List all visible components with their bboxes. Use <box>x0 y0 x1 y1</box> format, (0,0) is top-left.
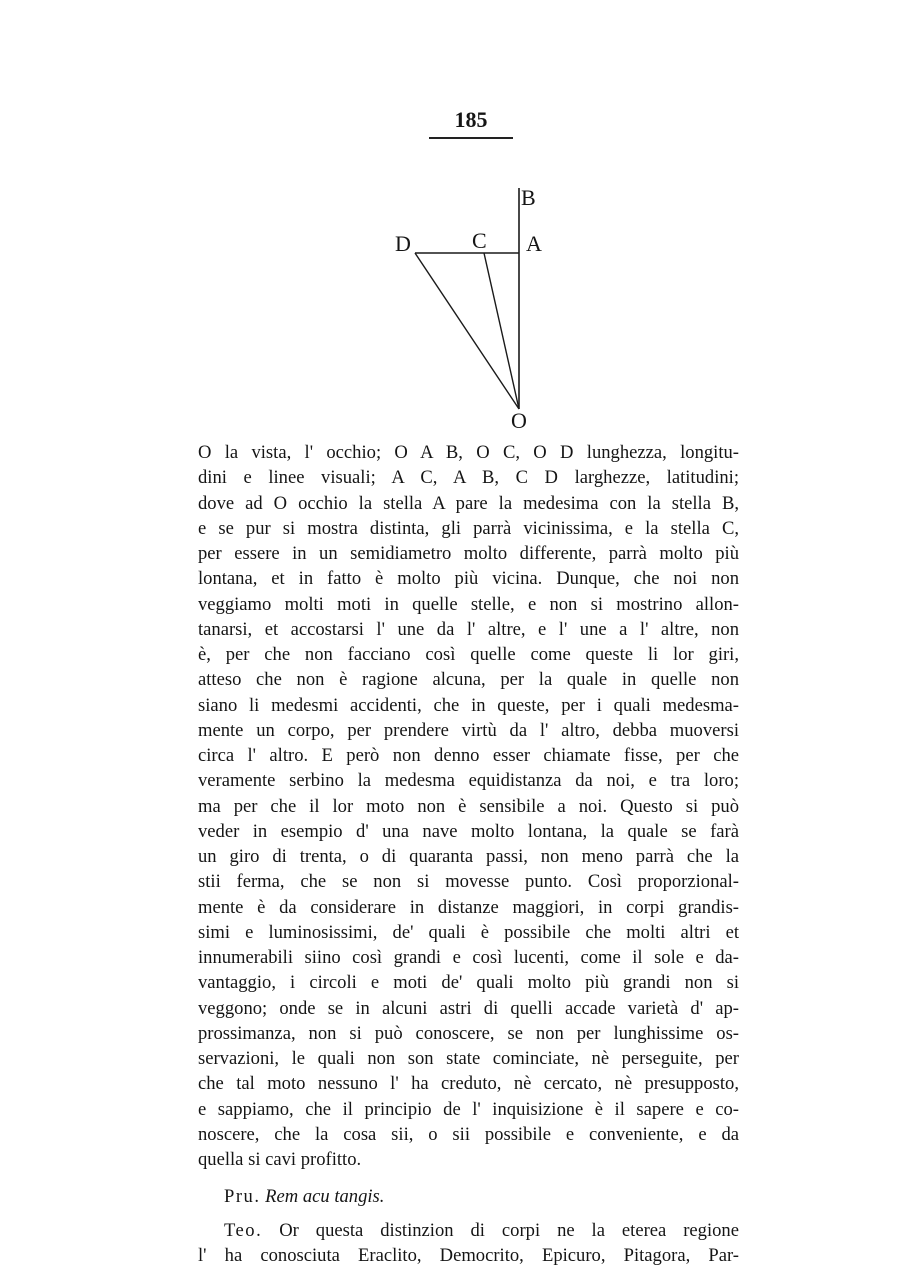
figure-diagram <box>380 180 560 430</box>
text-line: veder in esempio d' una nave molto lontana, la quale se farà <box>198 820 739 842</box>
paragraph-gap <box>198 1172 739 1184</box>
text-line: siano li medesmi accidenti, che in queste, per i quali medesma- <box>198 694 739 716</box>
paragraph-gap <box>198 1210 739 1218</box>
text-line: vantaggio, i circoli e moti de' quali molto più grandi non si <box>198 972 739 994</box>
main-paragraph <box>198 440 739 1172</box>
speaker-teo: Teo. <box>224 1219 263 1241</box>
text-line: prossimanza, non si può conoscere, se non per lunghissime os- <box>198 1022 739 1044</box>
geometric-figure <box>380 180 560 430</box>
text-line: ma per che il lor moto non è sensibile a noi. Questo si può <box>198 795 739 817</box>
text-line: noscere, che la cosa sii, o sii possibile e conveniente, e da <box>198 1123 739 1145</box>
teo-line-1: Or questa distinzion di corpi ne la eterea regione <box>279 1219 739 1241</box>
text-line: l' ha conosciuta Eraclito, Democrito, Epicuro, Pitagora, Par- <box>198 1244 739 1266</box>
text-line: mente un corpo, per prendere virtù da l' altro, debba muoversi <box>198 719 739 741</box>
text-line: O la vista, l' occhio; O A B, O C, O D lunghezza, longitu- <box>198 442 739 463</box>
text-line: simi e luminosissimi, de' quali è possibile che molti altri et <box>198 921 739 943</box>
text-line: dove ad O occhio la stella A pare la medesima con la stella B, <box>198 492 739 514</box>
text-line: che tal moto nessuno l' ha creduto, nè cercato, nè presupposto, <box>198 1073 739 1095</box>
text-line: circa l' altro. E però non denno esser chiamate fisse, per che <box>198 745 739 766</box>
line-d-o <box>415 253 519 409</box>
text-line: atteso che non è ragione alcuna, per la quale in quelle non <box>198 669 739 691</box>
text-line: tanarsi, et accostarsi l' une da l' altre, e l' une a l' altre, non <box>198 618 739 640</box>
text-line: mente è da considerare in distanze maggiori, in corpi grandis- <box>198 896 739 918</box>
label-o: O <box>511 408 527 430</box>
text-line: stii ferma, che se non si movesse punto. Così proporzional- <box>198 871 739 893</box>
page-number: 185 <box>454 107 488 132</box>
text-line: veggiamo molti moti in quelle stelle, e non si mostrino allon- <box>198 593 739 615</box>
dialogue-pru <box>198 1184 739 1209</box>
dialogue-teo <box>198 1218 739 1243</box>
text-line: veramente serbino la medesma equidistanza da noi, e tra loro; <box>198 770 739 792</box>
text-line: per essere in un semidiametro molto differente, parrà molto più <box>198 543 739 564</box>
text-line: e sappiamo, che il principio de l' inquisizione è il sapere e co- <box>198 1098 739 1120</box>
text-line: è, per che non facciano così quelle come queste li lor giri, <box>198 644 739 665</box>
pru-line: Rem acu tangis. <box>265 1186 385 1208</box>
label-b: B <box>521 185 536 210</box>
label-a: A <box>526 231 542 256</box>
label-d: D <box>395 231 411 256</box>
text-line: dini e linee visuali; A C, A B, C D larghezze, latitudini; <box>198 467 739 489</box>
text-line: quella si cavi profitto. <box>198 1149 362 1170</box>
line-c-o <box>484 253 519 409</box>
text-line: veggono; onde se in alcuni astri di quelli accade varietà d' ap- <box>198 997 739 1019</box>
text-line: servazioni, le quali non son state cominciate, nè perseguite, per <box>198 1048 739 1069</box>
body-text <box>198 440 739 1268</box>
text-line: lontana, et in fatto è molto più vicina. Dunque, che noi non <box>198 568 739 590</box>
header-rule <box>429 137 513 139</box>
text-line: innumerabili siino così grandi e così lucenti, come il sole e da- <box>198 947 739 968</box>
text-line: un giro di trenta, o di quaranta passi, non meno parrà che la <box>198 846 739 867</box>
label-c: C <box>472 228 487 253</box>
speaker-pru: Pru. <box>224 1186 261 1208</box>
text-line: e se pur si mostra distinta, gli parrà vicinissima, e la stella C, <box>198 517 739 539</box>
